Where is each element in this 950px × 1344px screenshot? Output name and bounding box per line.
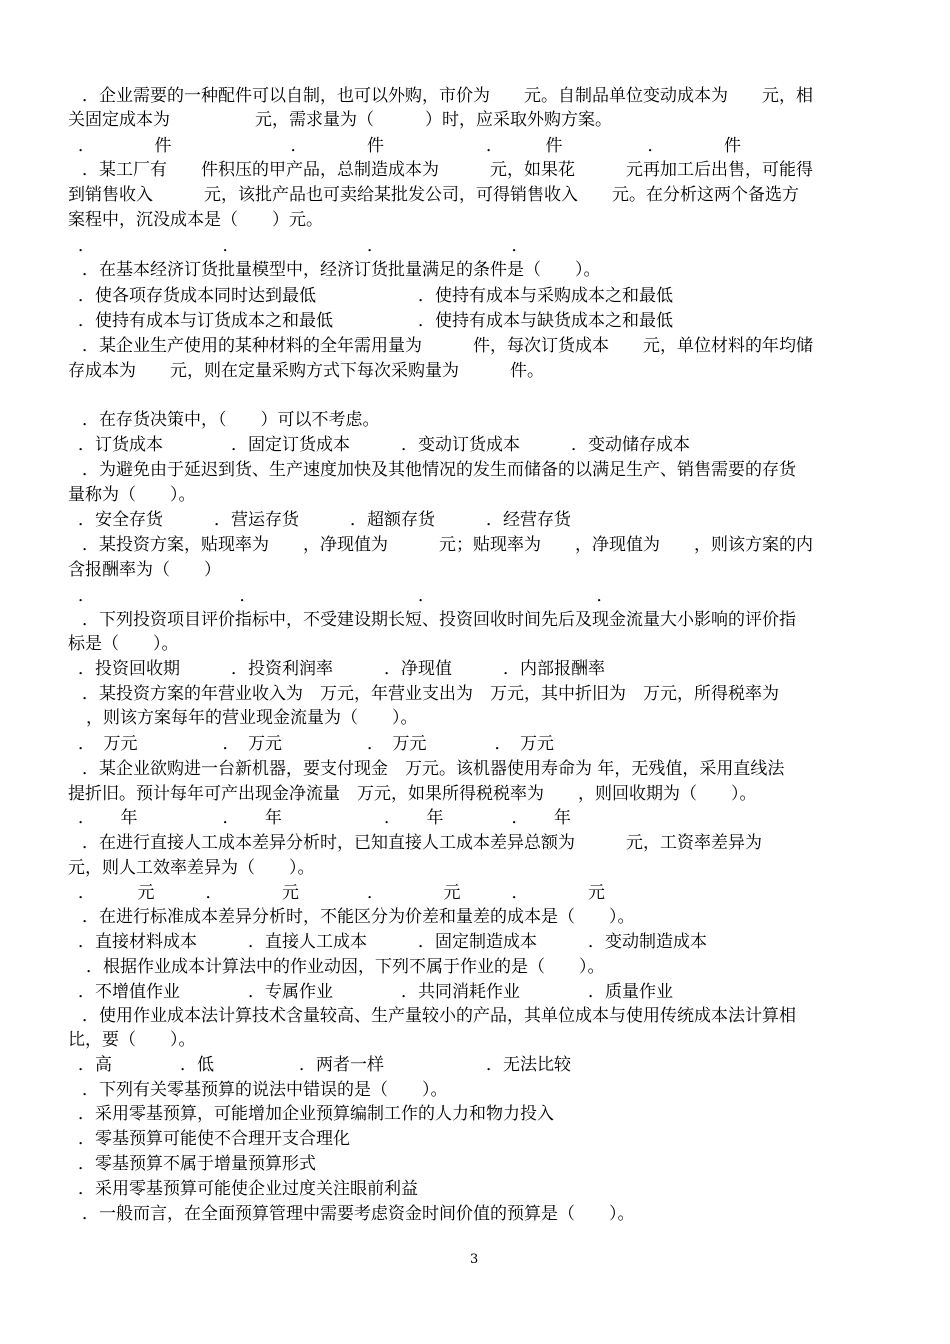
text-line: ．下列有关零基预算的说法中错误的是（ ）。 xyxy=(82,1080,448,1100)
text-line: ．某投资方案的年营业收入为 万元，年营业支出为 万元，其中折旧为 万元，所得税率为 xyxy=(82,684,779,704)
text-line: 到销售收入 元，该批产品也可卖给某批发公司，可得销售收入 元。在分析这两个备选方 xyxy=(68,185,799,205)
text-line: 提折旧。预计每年可产出现金净流量 万元，如果所得税税率为 ，则回收期为（ ）。 xyxy=(68,784,757,804)
text-line: ．下列投资项目评价指标中，不受建设期长短、投资回收时间先后及现金流量大小影响的评价指 xyxy=(82,610,796,630)
page-number: 3 xyxy=(470,1252,479,1267)
text-line: ．零基预算不属于增量预算形式 xyxy=(78,1154,316,1174)
text-line: ．某工厂有 件积压的甲产品，总制造成本为 元，如果花 元再加工后出售，可能得 xyxy=(82,160,813,180)
text-line: ． 万元 ． 万元 ． 万元 ． 万元 xyxy=(78,734,554,754)
text-line: ．为避免由于延迟到货、生产速度加快及其他情况的发生而储备的以满足生产、销售需要的存货 xyxy=(82,460,796,480)
text-line: ．安全存货 ．营运存货 ．超额存货 ．经营存货 xyxy=(78,510,571,530)
text-line: ．零基预算可能使不合理开支合理化 xyxy=(78,1129,350,1149)
text-line: ． 件 ． 件 ． 件 ． 件 xyxy=(78,136,741,156)
text-line: ．一般而言，在全面预算管理中需要考虑资金时间价值的预算是（ ）。 xyxy=(82,1204,635,1224)
text-line: ．某企业生产使用的某种材料的全年需用量为 件，每次订货成本 元，单位材料的年均储 xyxy=(82,336,813,356)
text-line: ．不增值作业 ．专属作业 ．共同消耗作业 ．质量作业 xyxy=(78,982,673,1002)
text-line: ．直接材料成本 ．直接人工成本 ．固定制造成本 ．变动制造成本 xyxy=(78,932,707,952)
text-line: 含报酬率为（ ） xyxy=(68,560,221,580)
text-line: ．采用零基预算，可能增加企业预算编制工作的人力和物力投入 xyxy=(78,1104,554,1124)
text-line: ．使各项存货成本同时达到最低 ．使持有成本与采购成本之和最低 xyxy=(78,286,673,306)
text-line: ． 年 ． 年 ． 年 ． 年 xyxy=(78,808,571,828)
text-line: ．在基本经济订货批量模型中，经济订货批量满足的条件是（ ）。 xyxy=(82,260,601,280)
text-line: 存成本为 元，则在定量采购方式下每次采购量为 件。 xyxy=(68,361,544,381)
text-line: 标是（ ）。 xyxy=(68,634,179,654)
text-line: ．使持有成本与订货成本之和最低 ．使持有成本与缺货成本之和最低 xyxy=(78,311,673,331)
text-line: ． ． ． ． xyxy=(78,236,529,256)
text-line: 元，则人工效率差异为（ ）。 xyxy=(68,858,315,878)
text-line: ．某投资方案，贴现率为 ，净现值为 元；贴现率为 ，净现值为 ，则该方案的内 xyxy=(82,535,813,555)
text-line: ． ． ． ． xyxy=(78,586,614,606)
text-line: ．在进行直接人工成本差异分析时，已知直接人工成本差异总额为 元，工资率差异为 xyxy=(82,833,762,853)
text-line: ．采用零基预算可能使企业过度关注眼前利益 xyxy=(78,1179,418,1199)
text-line: ．高 ．低 ．两者一样 ．无法比较 xyxy=(78,1055,571,1075)
text-line: ，则该方案每年的营业现金流量为（ ）。 xyxy=(86,708,418,728)
text-line: ．在进行标准成本差异分析时，不能区分为价差和量差的成本是（ ）。 xyxy=(82,907,635,927)
text-line: 案程中，沉没成本是（ ）元。 xyxy=(68,210,323,230)
text-line: ．在存货决策中，（ ）可以不考虑。 xyxy=(82,410,380,430)
text-line: 比，要（ ）。 xyxy=(68,1030,196,1050)
text-line: ．某企业欲购进一台新机器，要支付现金 万元。该机器使用寿命为 年，无残值，采用直线法 xyxy=(82,759,785,779)
text-line: ．企业需要的一种配件可以自制，也可以外购，市价为 元。自制品单位变动成本为 元，相 xyxy=(82,86,813,106)
text-line: 关固定成本为 元，需求量为（ ）时，应采取外购方案。 xyxy=(68,110,612,130)
text-line: ． 元 ． 元 ． 元 ． 元 xyxy=(78,883,605,903)
text-line: ．订货成本 ．固定订货成本 ．变动订货成本 ．变动储存成本 xyxy=(78,435,690,455)
text-line: ．使用作业成本法计算技术含量较高、生产量较小的产品，其单位成本与使用传统成本法计算相 xyxy=(82,1006,796,1026)
text-line: ．根据作业成本计算法中的作业动因，下列不属于作业的是（ ）。 xyxy=(86,957,605,977)
text-line: 量称为（ ）。 xyxy=(68,485,196,505)
text-line: ．投资回收期 ．投资利润率 ．净现值 ．内部报酬率 xyxy=(78,659,605,679)
